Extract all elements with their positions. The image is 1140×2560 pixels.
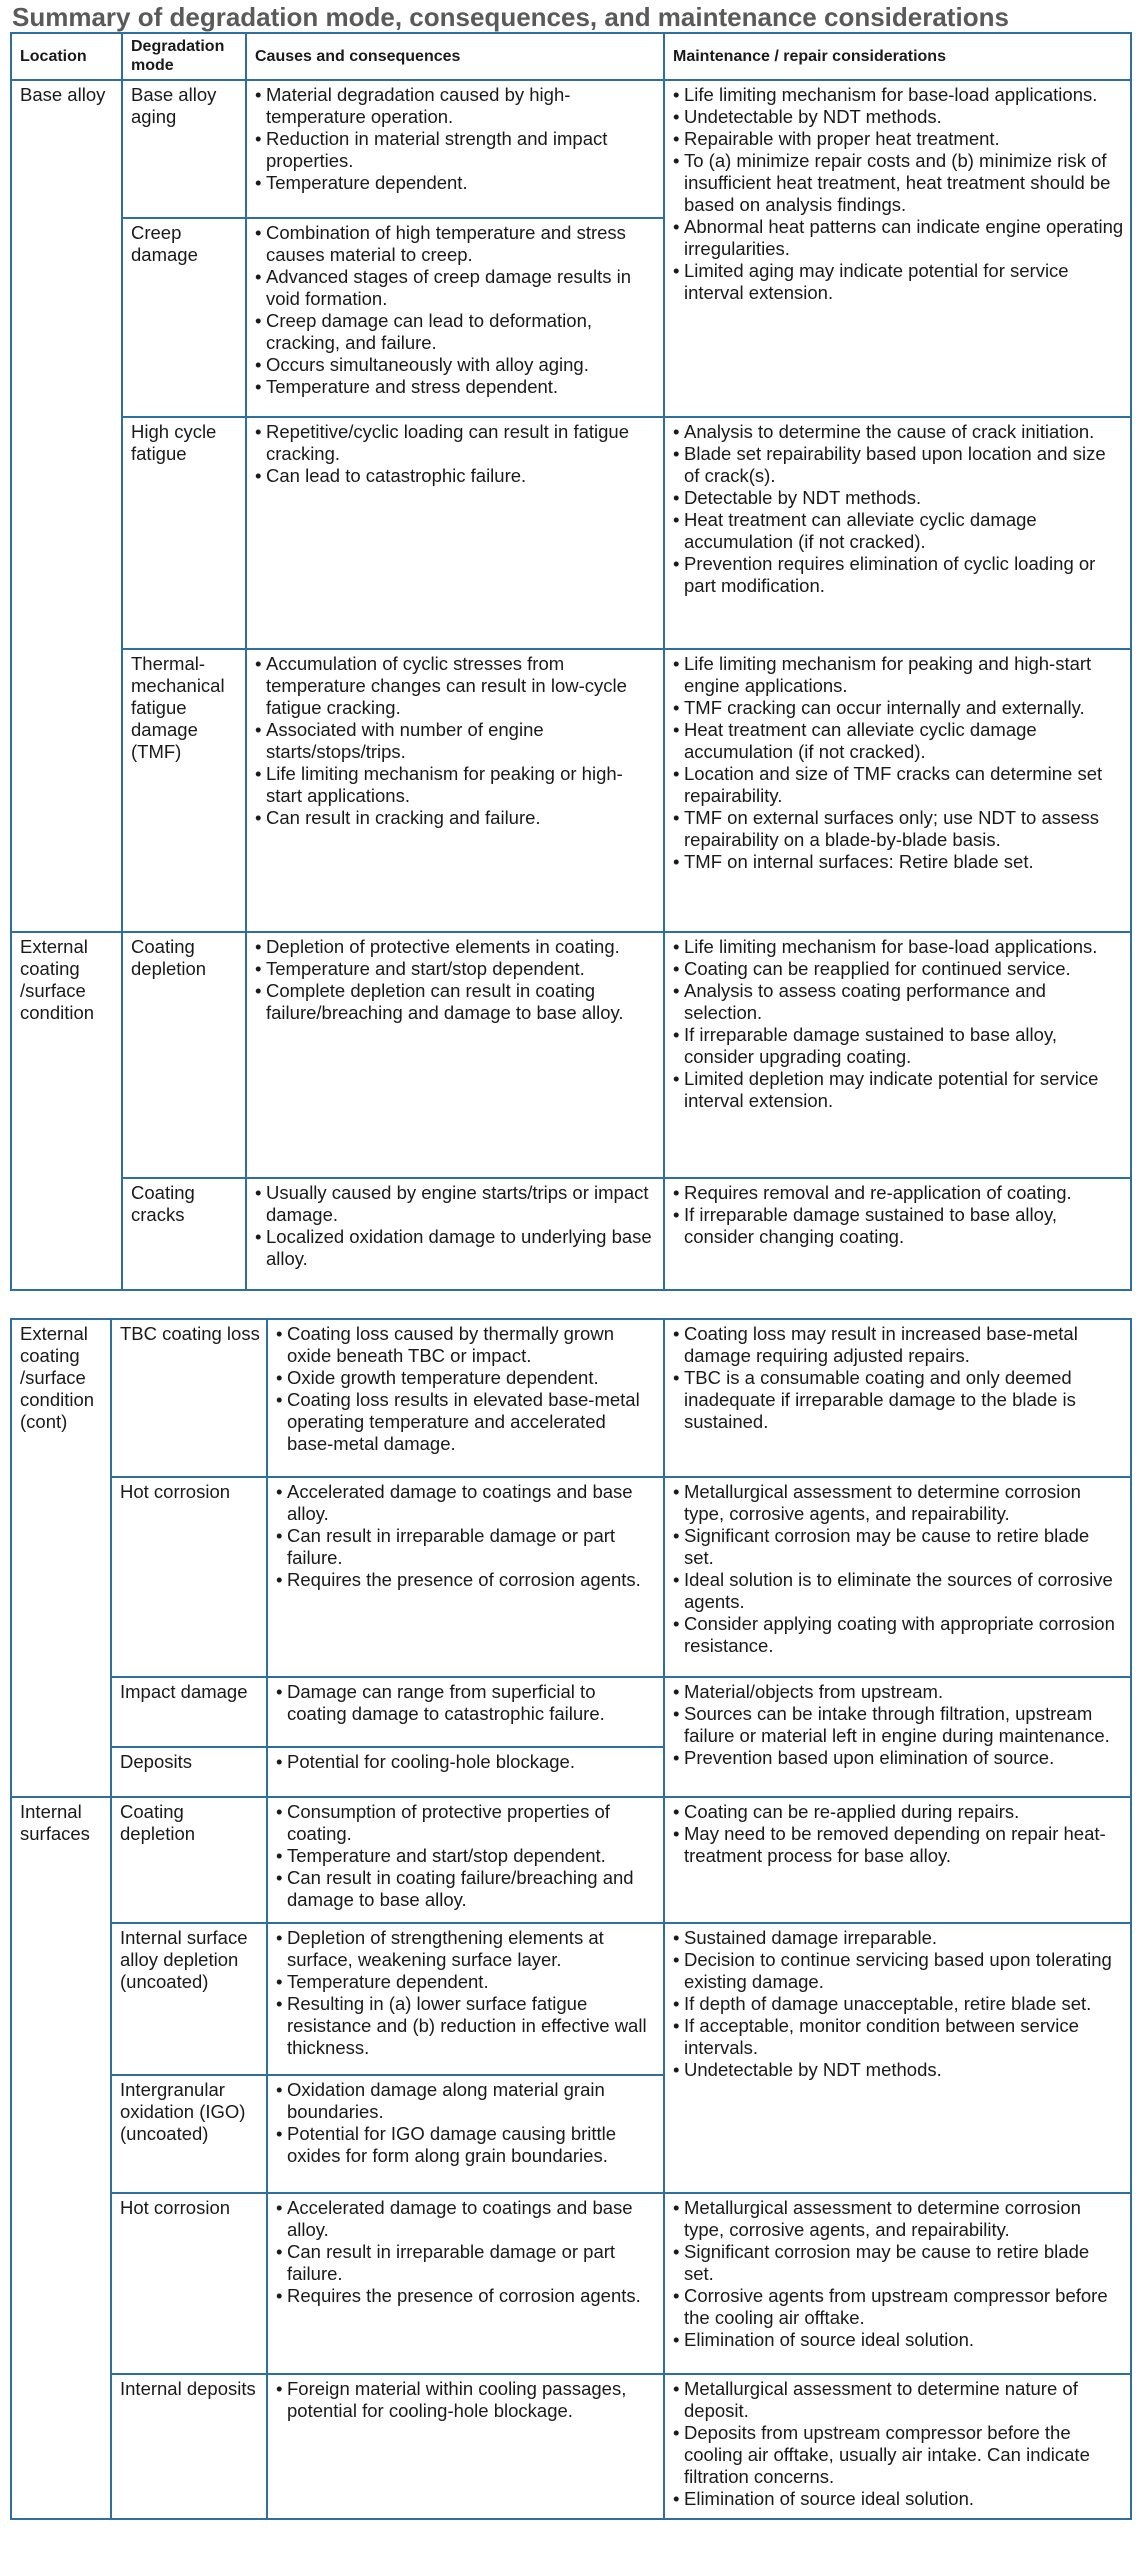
bullet-item: • If irreparable damage sustained to base alloy, consider upgrading coating.	[673, 1024, 1124, 1068]
bullet-item: • Can lead to catastrophic failure.	[255, 465, 657, 487]
mode-cell: Base alloy aging	[122, 80, 246, 218]
bullet-item: • Requires the presence of corrosion agents.	[276, 2285, 657, 2307]
bullet-list	[673, 1801, 1124, 1867]
bullet-item: • Limited depletion may indicate potential for service interval extension.	[673, 1068, 1124, 1112]
bullet-list	[276, 2079, 657, 2167]
bullet-item: • Oxide growth temperature dependent.	[276, 1367, 657, 1389]
bullet-item: • Temperature dependent.	[255, 172, 657, 194]
causes-cell	[267, 1797, 664, 1923]
maintenance-cell	[664, 1178, 1131, 1290]
mode-cell: Hot corrosion	[111, 1477, 267, 1677]
table-row	[11, 417, 1131, 649]
mode-cell: High cycle fatigue	[122, 417, 246, 649]
bullet-list	[255, 84, 657, 194]
bullet-item: • Detectable by NDT methods.	[673, 487, 1124, 509]
bullet-item: • Blade set repairability based upon location and size of crack(s).	[673, 443, 1124, 487]
causes-cell	[246, 932, 664, 1178]
bullet-item: • If irreparable damage sustained to base alloy, consider changing coating.	[673, 1204, 1124, 1248]
bullet-item: • Analysis to determine the cause of crack initiation.	[673, 421, 1124, 443]
bullet-item: • Can result in coating failure/breaching and damage to base alloy.	[276, 1867, 657, 1911]
table-row	[11, 649, 1131, 932]
bullet-item: • If depth of damage unacceptable, retire blade set.	[673, 1993, 1124, 2015]
bullet-list	[673, 2197, 1124, 2351]
bullet-list	[673, 1481, 1124, 1657]
maintenance-cell	[664, 649, 1131, 932]
bullet-item: • Life limiting mechanism for base-load applications.	[673, 936, 1124, 958]
mode-cell: TBC coating loss	[111, 1319, 267, 1477]
bullet-item: • Metallurgical assessment to determine nature of deposit.	[673, 2378, 1124, 2422]
causes-cell	[267, 2075, 664, 2193]
causes-cell	[267, 1677, 664, 1747]
bullet-item: • Requires the presence of corrosion agents.	[276, 1569, 657, 1591]
mode-cell: Intergranular oxidation (IGO) (uncoated)	[111, 2075, 267, 2193]
bullet-item: • Can result in cracking and failure.	[255, 807, 657, 829]
bullet-item: • If acceptable, monitor condition between service intervals.	[673, 2015, 1124, 2059]
bullet-item: • Reduction in material strength and impact properties.	[255, 128, 657, 172]
bullet-item: • Coating loss may result in increased base-metal damage requiring adjusted repairs.	[673, 1323, 1124, 1367]
bullet-item: • Requires removal and re-application of coating.	[673, 1182, 1124, 1204]
table-row	[11, 2374, 1131, 2519]
bullet-list	[673, 936, 1124, 1112]
location-cell: Internal surfaces	[11, 1797, 111, 2519]
bullet-list	[276, 2378, 657, 2422]
bullet-list	[255, 222, 657, 398]
bullet-item: • Coating can be reapplied for continued service.	[673, 958, 1124, 980]
maintenance-cell	[664, 2193, 1131, 2374]
table-row	[11, 1319, 1131, 1477]
location-cell: Base alloy	[11, 80, 122, 932]
header-row	[11, 33, 1131, 80]
degradation-table-part-2	[10, 1318, 1132, 2520]
bullet-item: • Sources can be intake through filtration, upstream failure or material left in engine during maintenance.	[673, 1703, 1124, 1747]
mode-cell: Hot corrosion	[111, 2193, 267, 2374]
bullet-list	[255, 653, 657, 829]
bullet-list	[276, 1801, 657, 1911]
table-row	[11, 1797, 1131, 1923]
bullet-list	[673, 2378, 1124, 2510]
bullet-item: • Significant corrosion may be cause to retire blade set.	[673, 2241, 1124, 2285]
bullet-item: • Metallurgical assessment to determine corrosion type, corrosive agents, and repairability.	[673, 1481, 1124, 1525]
bullet-item: • Depletion of protective elements in coating.	[255, 936, 657, 958]
bullet-item: • Consider applying coating with appropriate corrosion resistance.	[673, 1613, 1124, 1657]
bullet-item: • Repetitive/cyclic loading can result in fatigue cracking.	[255, 421, 657, 465]
causes-cell	[246, 80, 664, 218]
bullet-item: • TMF on internal surfaces: Retire blade set.	[673, 851, 1124, 873]
causes-cell	[267, 1747, 664, 1797]
bullet-item: • Temperature and start/stop dependent.	[276, 1845, 657, 1867]
header-mode: Degradation mode	[122, 33, 246, 80]
maintenance-cell	[664, 1797, 1131, 1923]
bullet-item: • TBC is a consumable coating and only deemed inadequate if irreparable damage to the blade is sustained.	[673, 1367, 1124, 1433]
maintenance-cell	[664, 1319, 1131, 1477]
bullet-item: • Limited aging may indicate potential for service interval extension.	[673, 260, 1124, 304]
table-row	[11, 1923, 1131, 2075]
bullet-item: • Corrosive agents from upstream compressor before the cooling air offtake.	[673, 2285, 1124, 2329]
bullet-item: • Prevention based upon elimination of source.	[673, 1747, 1124, 1769]
table-row	[11, 1178, 1131, 1290]
mode-cell: Deposits	[111, 1747, 267, 1797]
bullet-item: • Undetectable by NDT methods.	[673, 106, 1124, 128]
bullet-list	[276, 1323, 657, 1455]
maintenance-cell	[664, 80, 1131, 417]
bullet-item: • Decision to continue servicing based upon tolerating existing damage.	[673, 1949, 1124, 1993]
bullet-item: • Accelerated damage to coatings and base alloy.	[276, 1481, 657, 1525]
bullet-item: • Potential for IGO damage causing brittle oxides for form along grain boundaries.	[276, 2123, 657, 2167]
location-cell: External coating /surface condition (cont)	[11, 1319, 111, 1797]
header-causes: Causes and consequences	[246, 33, 664, 80]
bullet-item: • Metallurgical assessment to determine corrosion type, corrosive agents, and repairability.	[673, 2197, 1124, 2241]
bullet-item: • Accelerated damage to coatings and base alloy.	[276, 2197, 657, 2241]
bullet-item: • Undetectable by NDT methods.	[673, 2059, 1124, 2081]
causes-cell	[267, 2193, 664, 2374]
bullet-item: • Prevention requires elimination of cyclic loading or part modification.	[673, 553, 1124, 597]
bullet-item: • Sustained damage irreparable.	[673, 1927, 1124, 1949]
causes-cell	[267, 1923, 664, 2075]
bullet-list	[673, 653, 1124, 873]
bullet-item: • Foreign material within cooling passages, potential for cooling-hole blockage.	[276, 2378, 657, 2422]
header-location: Location	[11, 33, 122, 80]
bullet-item: • Temperature and start/stop dependent.	[255, 958, 657, 980]
table-row	[11, 80, 1131, 218]
maintenance-cell	[664, 417, 1131, 649]
mode-cell: Internal deposits	[111, 2374, 267, 2519]
bullet-item: • TMF on external surfaces only; use NDT to assess repairability on a blade-by-blade basis.	[673, 807, 1124, 851]
bullet-list	[276, 2197, 657, 2307]
bullet-item: • To (a) minimize repair costs and (b) minimize risk of insufficient heat treatment, heat treatment should be based on analysis findings.	[673, 150, 1124, 216]
bullet-item: • Analysis to assess coating performance and selection.	[673, 980, 1124, 1024]
page-title: Summary of degradation mode, consequences, and maintenance considerations	[12, 2, 1009, 32]
bullet-list	[673, 1927, 1124, 2081]
bullet-item: • Heat treatment can alleviate cyclic damage accumulation (if not cracked).	[673, 719, 1124, 763]
bullet-item: • Elimination of source ideal solution.	[673, 2488, 1124, 2510]
table-row	[11, 1677, 1131, 1747]
mode-cell: Internal surface alloy depletion (uncoated)	[111, 1923, 267, 2075]
bullet-item: • Material degradation caused by high-temperature operation.	[255, 84, 657, 128]
bullet-list	[255, 1182, 657, 1270]
bullet-item: • Can result in irreparable damage or part failure.	[276, 2241, 657, 2285]
bullet-list	[673, 421, 1124, 597]
mode-cell: Impact damage	[111, 1677, 267, 1747]
mode-cell: Coating depletion	[111, 1797, 267, 1923]
causes-cell	[246, 1178, 664, 1290]
bullet-item: • Coating loss caused by thermally grown oxide beneath TBC or impact.	[276, 1323, 657, 1367]
bullet-item: • Advanced stages of creep damage results in void formation.	[255, 266, 657, 310]
bullet-list	[276, 1927, 657, 2059]
bullet-item: • Accumulation of cyclic stresses from temperature changes can result in low-cycle fatigue cracking.	[255, 653, 657, 719]
bullet-item: • Usually caused by engine starts/trips or impact damage.	[255, 1182, 657, 1226]
location-cell: External coating /surface condition	[11, 932, 122, 1290]
bullet-item: • Depletion of strengthening elements at surface, weakening surface layer.	[276, 1927, 657, 1971]
causes-cell	[267, 1319, 664, 1477]
causes-cell	[267, 2374, 664, 2519]
bullet-item: • Significant corrosion may be cause to retire blade set.	[673, 1525, 1124, 1569]
bullet-item: • May need to be removed depending on repair heat-treatment process for base alloy.	[673, 1823, 1124, 1867]
bullet-item: • Resulting in (a) lower surface fatigue resistance and (b) reduction in effective wall thickness.	[276, 1993, 657, 2059]
causes-cell	[246, 417, 664, 649]
bullet-list	[673, 1681, 1124, 1769]
bullet-item: • Repairable with proper heat treatment.	[673, 128, 1124, 150]
mode-cell: Coating cracks	[122, 1178, 246, 1290]
bullet-item: • Associated with number of engine starts/stops/trips.	[255, 719, 657, 763]
maintenance-cell	[664, 1923, 1131, 2193]
bullet-list	[276, 1481, 657, 1591]
bullet-item: • Potential for cooling-hole blockage.	[276, 1751, 657, 1773]
bullet-list	[255, 936, 657, 1024]
bullet-item: • Occurs simultaneously with alloy aging.	[255, 354, 657, 376]
bullet-item: • Elimination of source ideal solution.	[673, 2329, 1124, 2351]
bullet-item: • Material/objects from upstream.	[673, 1681, 1124, 1703]
causes-cell	[246, 218, 664, 417]
bullet-item: • Complete depletion can result in coating failure/breaching and damage to base alloy.	[255, 980, 657, 1024]
bullet-item: • Coating loss results in elevated base-metal operating temperature and accelerated base-metal damage.	[276, 1389, 657, 1455]
bullet-item: • Combination of high temperature and stress causes material to creep.	[255, 222, 657, 266]
mode-cell: Creep damage	[122, 218, 246, 417]
bullet-list	[673, 1182, 1124, 1248]
bullet-list	[276, 1681, 657, 1725]
bullet-item: • Heat treatment can alleviate cyclic damage accumulation (if not cracked).	[673, 509, 1124, 553]
bullet-list	[673, 84, 1124, 304]
table-row	[11, 2193, 1131, 2374]
bullet-item: • Oxidation damage along material grain boundaries.	[276, 2079, 657, 2123]
bullet-item: • Temperature and stress dependent.	[255, 376, 657, 398]
bullet-item: • Deposits from upstream compressor before the cooling air offtake, usually air intake. Can indicate filtration concerns.	[673, 2422, 1124, 2488]
causes-cell	[267, 1477, 664, 1677]
causes-cell	[246, 649, 664, 932]
bullet-list	[673, 1323, 1124, 1433]
bullet-list	[255, 421, 657, 487]
bullet-item: • Coating can be re-applied during repairs.	[673, 1801, 1124, 1823]
bullet-item: • Localized oxidation damage to underlying base alloy.	[255, 1226, 657, 1270]
bullet-item: • Life limiting mechanism for peaking and high-start engine applications.	[673, 653, 1124, 697]
table-row	[11, 1477, 1131, 1677]
bullet-item: • Creep damage can lead to deformation, cracking, and failure.	[255, 310, 657, 354]
bullet-item: • Ideal solution is to eliminate the sources of corrosive agents.	[673, 1569, 1124, 1613]
bullet-item: • Damage can range from superficial to coating damage to catastrophic failure.	[276, 1681, 657, 1725]
bullet-item: • TMF cracking can occur internally and externally.	[673, 697, 1124, 719]
bullet-item: • Consumption of protective properties of coating.	[276, 1801, 657, 1845]
bullet-item: • Temperature dependent.	[276, 1971, 657, 1993]
bullet-item: • Can result in irreparable damage or part failure.	[276, 1525, 657, 1569]
bullet-list	[276, 1751, 657, 1773]
mode-cell: Thermal-mechanical fatigue damage (TMF)	[122, 649, 246, 932]
maintenance-cell	[664, 932, 1131, 1178]
maintenance-cell	[664, 1677, 1131, 1797]
header-maintenance: Maintenance / repair considerations	[664, 33, 1131, 80]
bullet-item: • Abnormal heat patterns can indicate engine operating irregularities.	[673, 216, 1124, 260]
bullet-item: • Life limiting mechanism for base-load applications.	[673, 84, 1124, 106]
maintenance-cell	[664, 2374, 1131, 2519]
bullet-item: • Life limiting mechanism for peaking or high-start applications.	[255, 763, 657, 807]
bullet-item: • Location and size of TMF cracks can determine set repairability.	[673, 763, 1124, 807]
degradation-table-part-1	[10, 32, 1132, 1291]
mode-cell: Coating depletion	[122, 932, 246, 1178]
table-row	[11, 932, 1131, 1178]
maintenance-cell	[664, 1477, 1131, 1677]
